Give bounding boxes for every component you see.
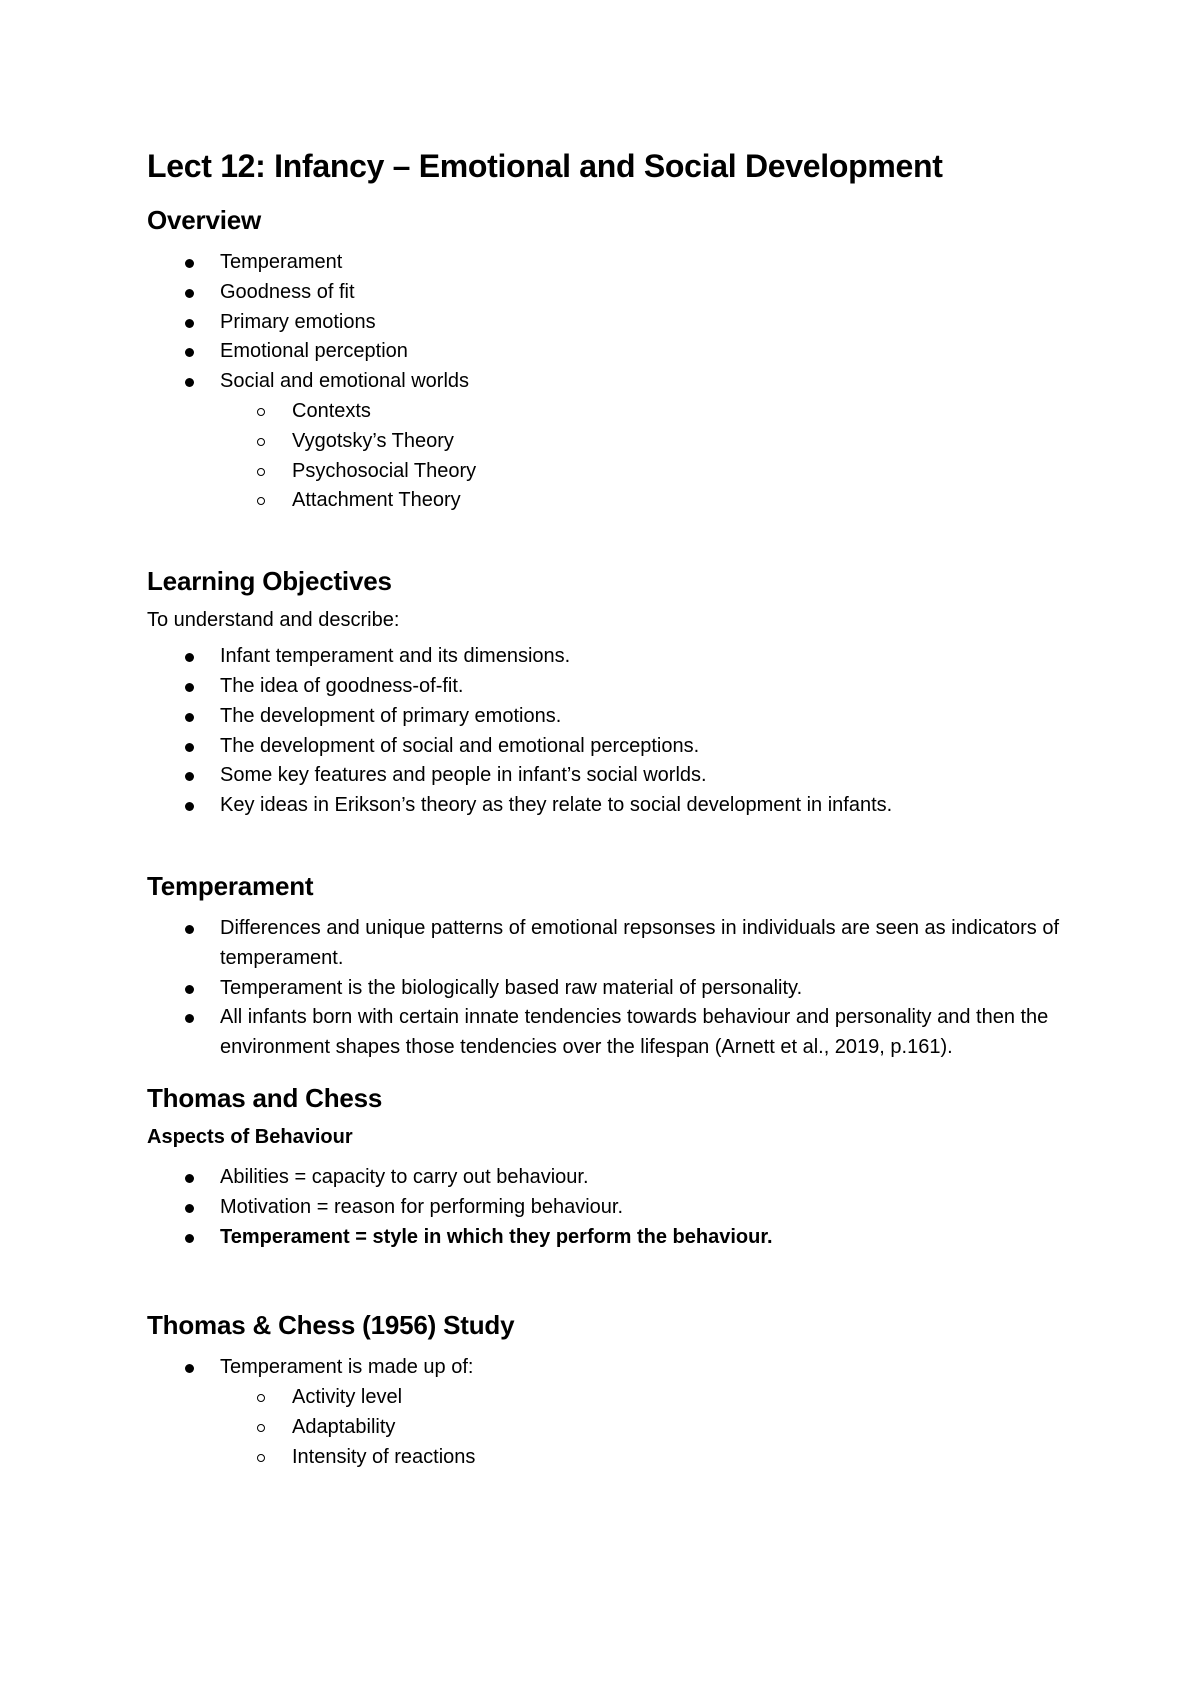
list-item: Temperament is made up of: [147,1353,1157,1383]
list-item: The idea of goodness-of-fit. [147,672,1157,702]
list-item: All infants born with certain innate tendencies towards behaviour and personality and then the environment shapes those tendencies over the lifespan (Arnett et al., 2019, p.161). [147,1003,1157,1063]
list-item: Emotional perception [147,337,1157,367]
thomas-chess-heading: Thomas and Chess [147,1082,383,1113]
list-item: Temperament [147,248,1157,278]
sub-list-item: Activity level [147,1383,1157,1413]
page-title: Lect 12: Infancy – Emotional and Social Development [147,148,943,184]
objectives-heading: Learning Objectives [147,566,392,597]
overview-sublist [147,397,1157,516]
list-item: Differences and unique patterns of emotional repsonses in individuals are seen as indicators of temperament. [147,914,1157,974]
sub-list-item: Intensity of reactions [147,1443,1157,1473]
list-item: Infant temperament and its dimensions. [147,642,1157,672]
list-item: Key ideas in Erikson’s theory as they relate to social development in infants. [147,791,1157,821]
sub-list-item: Adaptability [147,1413,1157,1443]
list-item: Social and emotional worlds [147,367,1157,397]
list-item: Primary emotions [147,308,1157,338]
sub-list-item: Attachment Theory [147,486,1157,516]
overview-list [147,248,1157,397]
list-item: Abilities = capacity to carry out behaviour. [147,1163,1157,1193]
sub-list-item: Vygotsky’s Theory [147,427,1157,457]
aspects-list [147,1163,1157,1252]
temperament-heading: Temperament [147,870,314,901]
list-item: The development of social and emotional perceptions. [147,732,1157,762]
study-list [147,1353,1157,1383]
list-item: Goodness of fit [147,278,1157,308]
objectives-list [147,642,1157,821]
overview-heading: Overview [147,205,262,235]
document-page [147,148,1157,1473]
list-item: Motivation = reason for performing behaviour. [147,1193,1157,1223]
sub-list-item: Contexts [147,397,1157,427]
list-item: Temperament = style in which they perform the behaviour. [147,1223,1157,1253]
list-item: Some key features and people in infant’s social worlds. [147,761,1157,791]
aspects-subheading: Aspects of Behaviour [147,1125,353,1148]
objectives-intro: To understand and describe: [147,609,400,632]
list-item: The development of primary emotions. [147,702,1157,732]
list-item: Temperament is the biologically based raw material of personality. [147,974,1157,1004]
temperament-list [147,914,1157,1063]
study-sublist [147,1383,1157,1472]
sub-list-item: Psychosocial Theory [147,457,1157,487]
study-heading: Thomas & Chess (1956) Study [147,1310,515,1341]
